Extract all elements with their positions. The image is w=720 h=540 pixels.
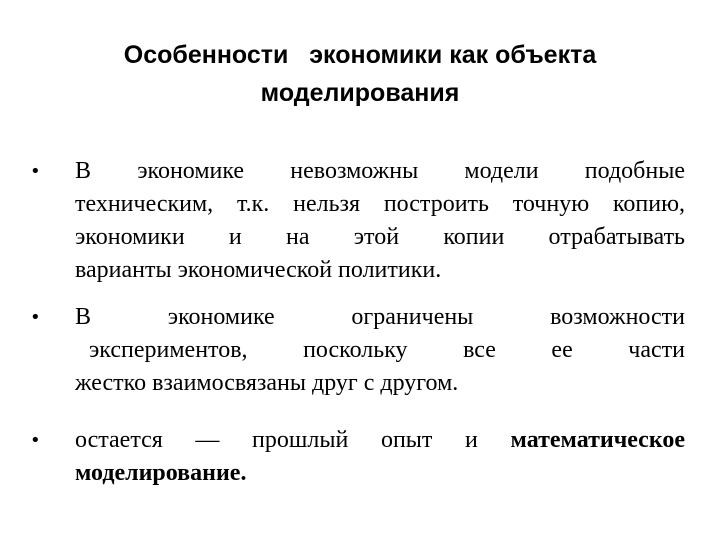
slide-title (70, 36, 650, 112)
bullet-1-line-3: экономики и на этой копии отрабатывать (75, 224, 685, 250)
bullet-2-line-3: жестко взаимосвязаны друг с другом. (75, 370, 459, 396)
bullet-item-2 (30, 301, 685, 400)
bullet-3-line-2: моделирование. (75, 460, 247, 486)
bullet-3-plain-text: остается — прошлый опыт и (75, 427, 478, 453)
bullet-1-line-4: варианты экономической политики. (75, 257, 442, 283)
bullet-1-line-1: В экономике невозможны модели подобные (75, 158, 685, 184)
bullet-2-line-1: В экономике ограничены возможности (75, 304, 685, 330)
slide-title-line-1: Особенности экономики как объекта (123, 41, 597, 69)
bullet-marker: • (30, 161, 41, 182)
bullet-1-line-2: техническим, т.к. нельзя построить точную копию, (75, 191, 685, 217)
slide-title-line-2: моделирования (260, 79, 460, 107)
bullet-2-line-2: экспериментов, поскольку все ее части (89, 337, 685, 363)
bullet-marker: • (30, 307, 41, 328)
bullet-list (30, 155, 685, 490)
bullet-3-line-1 (75, 424, 685, 457)
bullet-marker: • (30, 430, 41, 451)
bullet-item-1 (30, 155, 685, 287)
bullet-item-3 (30, 424, 685, 490)
bullet-3-bold-text: математическое (510, 427, 685, 453)
